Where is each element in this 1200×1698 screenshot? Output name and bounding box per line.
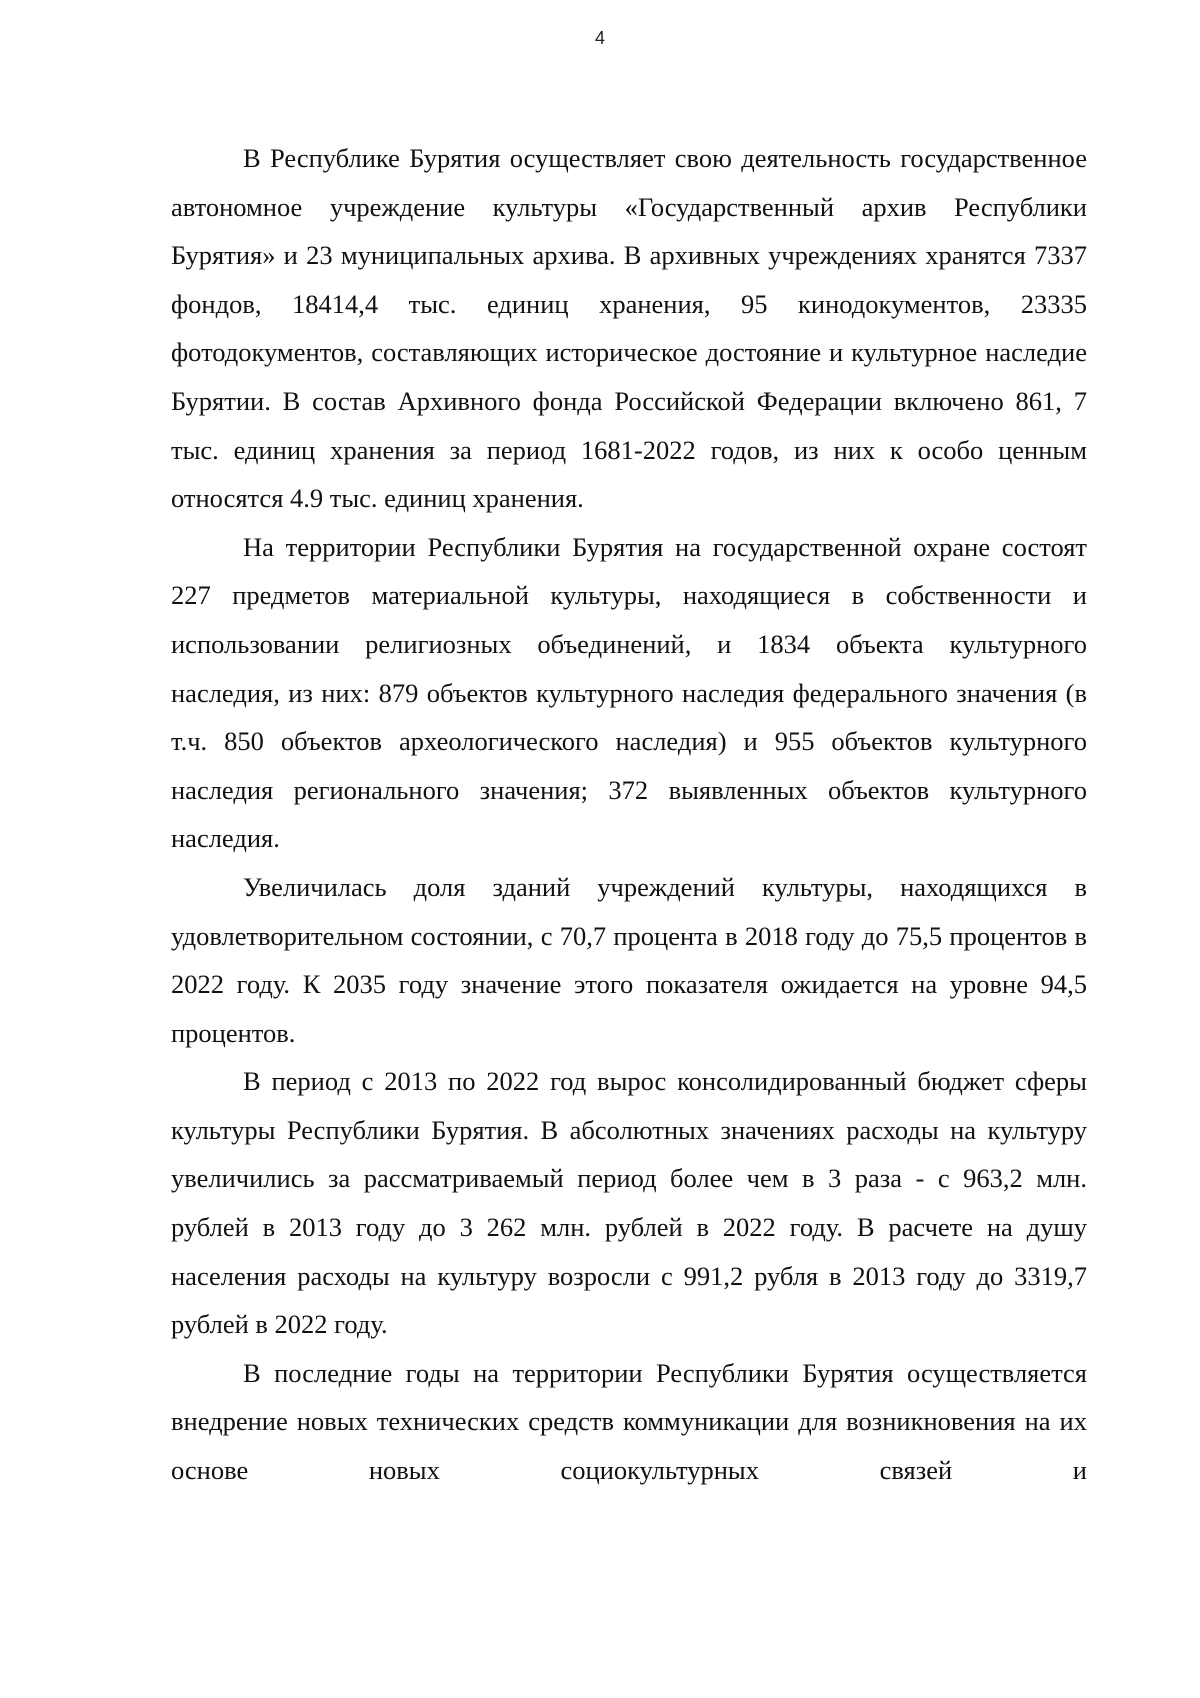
body-text [171,134,1087,1495]
paragraph-cultural-heritage: На территории Республики Бурятия на государственной охране состоят 227 предметов материальной культуры, находящиеся в собственности и использовании религиозных объединений, и 1834 объекта культурного наследия, из них: 879 объектов культурного наследия федерального значения (в т.ч. 850 объектов археологического наследия) и 955 объектов культурного наследия регионального значения; 372 выявленных объектов культурного наследия. [171,531,1087,854]
paragraph-communication-technologies: В последние годы на территории Республики Бурятия осуществляется внедрение новых технических средств коммуникации для возникновения на их основе новых социокультурных связей и [171,1357,1087,1486]
paragraph-archives: В Республике Бурятия осуществляет свою деятельность государственное автономное учреждение культуры «Государственный архив Республики Бурятия» и 23 муниципальных архива. В архивных учреждениях хранятся 7337 фондов, 18414,4 тыс. единиц хранения, 95 кинодокументов, 23335 фотодокументов, составляющих историческое достояние и культурное наследие Бурятии. В состав Архивного фонда Российской Федерации включено 861, 7 тыс. единиц хранения за период 1681-2022 годов, из них к особо ценным относятся 4.9 тыс. единиц хранения. [171,143,1087,514]
paragraph-buildings-condition: Увеличилась доля зданий учреждений культуры, находящихся в удовлетворительном состоянии, с 70,7 процента в 2018 году до 75,5 процентов в 2022 году. К 2035 году значение этого показателя ожидается на уровне 94,5 процентов. [171,871,1087,1048]
paragraph-culture-budget: В период с 2013 по 2022 год вырос консолидированный бюджет сферы культуры Республики Бурятия. В абсолютных значениях расходы на культуру увеличились за рассматриваемый период более чем в 3 раза - с 963,2 млн. рублей в 2013 году до 3 262 млн. рублей в 2022 году. В расчете на душу населения расходы на культуру возросли с 991,2 рубля в 2013 году до 3319,7 рублей в 2022 году. [171,1066,1087,1340]
page-number: 4 [594,28,605,48]
